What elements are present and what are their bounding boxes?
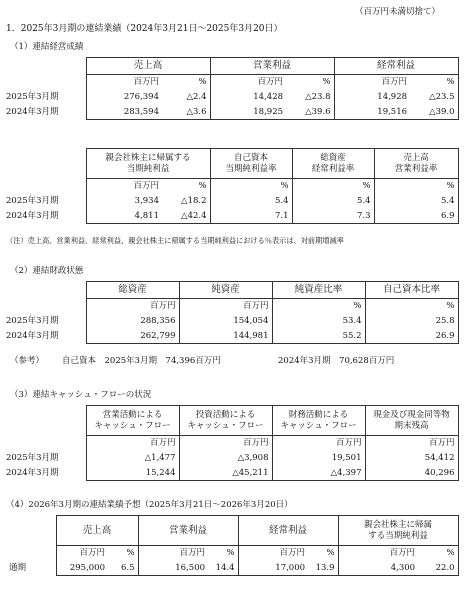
unit-cell: % — [365, 299, 458, 314]
header-equity-ratio: 自己資本比率 — [365, 282, 458, 299]
table-row — [6, 451, 458, 466]
value-cell: 53.4 — [272, 314, 365, 329]
value-cell: 54,412 — [365, 451, 458, 466]
row-label: 2024年3月期 — [6, 210, 59, 221]
section-title-cash-flows: （3）連結キャッシュ・フローの状況 — [10, 390, 152, 400]
value-cell: 4,300 — [338, 561, 418, 576]
reference-label: （参考） — [10, 356, 45, 366]
value-cell: 262,799 — [86, 329, 179, 344]
value-cell: 25.8 — [365, 314, 458, 329]
value-cell: 288,356 — [86, 314, 179, 329]
value-cell: △4,397 — [272, 466, 365, 481]
value-cell: 144,981 — [179, 329, 272, 344]
value-cell: 283,594 — [86, 105, 162, 120]
value-cell: 5.4 — [210, 194, 292, 209]
row-label: 2025年3月期 — [6, 315, 59, 326]
unit-cell: 百万円 — [365, 436, 458, 451]
value-cell: △39.6 — [286, 105, 334, 120]
profitability-table — [6, 148, 459, 224]
unit-cell: % — [286, 75, 334, 90]
value-cell: 18,925 — [210, 105, 286, 120]
table-row — [6, 90, 458, 105]
header-forecast-net-income: 親会社株主に帰属 する当期純利益 — [338, 516, 458, 546]
unit-cell: 百万円 — [238, 546, 308, 561]
value-cell: △42.4 — [162, 209, 210, 224]
header-forecast-ordinary-income: 経常利益 — [238, 516, 338, 546]
header-ordinary-income: 経常利益 — [334, 58, 458, 75]
table-row — [6, 105, 458, 120]
value-cell: 7.3 — [292, 209, 374, 224]
unit-cell: 百万円 — [56, 546, 108, 561]
value-cell: 14.4 — [208, 561, 238, 576]
value-cell: 13.9 — [308, 561, 338, 576]
unit-cell: % — [292, 179, 374, 194]
section-title-forecast: （4）2026年3月期の連結業績予想（2025年3月21日～2026年3月20日） — [6, 500, 293, 510]
value-cell: 4,811 — [86, 209, 162, 224]
value-cell: 17,000 — [238, 561, 308, 576]
unit-cell: 百万円 — [86, 75, 162, 90]
value-cell: △39.0 — [410, 105, 458, 120]
row-label: 2025年3月期 — [6, 452, 59, 463]
value-cell: 22.0 — [418, 561, 458, 576]
value-cell: 14,928 — [334, 90, 410, 105]
unit-cell: 百万円 — [86, 436, 179, 451]
value-cell: 276,394 — [86, 90, 162, 105]
cash-flows-table — [6, 405, 459, 481]
unit-cell: 百万円 — [86, 299, 179, 314]
unit-cell: 百万円 — [179, 299, 272, 314]
value-cell: 40,296 — [365, 466, 458, 481]
table-row — [6, 194, 458, 209]
row-label: 2024年3月期 — [6, 467, 59, 478]
table-row — [6, 329, 458, 344]
unit-cell: % — [418, 546, 458, 561]
value-cell: 5.4 — [374, 194, 458, 209]
unit-cell: % — [162, 75, 210, 90]
header-roa: 総資産 経常利益率 — [292, 149, 374, 179]
value-cell: 14,428 — [210, 90, 286, 105]
value-cell: 19,516 — [334, 105, 410, 120]
value-cell: 15,244 — [86, 466, 179, 481]
header-investing-cf: 投資活動による キャッシュ・フロー — [179, 406, 272, 436]
unit-cell: % — [208, 546, 238, 561]
unit-cell: 百万円 — [179, 436, 272, 451]
value-cell: △2.4 — [162, 90, 210, 105]
value-cell: 6.5 — [108, 561, 138, 576]
value-cell: △45,211 — [179, 466, 272, 481]
operating-results-table — [6, 57, 459, 120]
unit-cell: % — [410, 75, 458, 90]
table-row — [6, 561, 458, 576]
table-row — [6, 209, 458, 224]
row-label: 2024年3月期 — [6, 330, 59, 341]
value-cell: △23.8 — [286, 90, 334, 105]
value-cell: 3,934 — [86, 194, 162, 209]
table-row — [6, 314, 458, 329]
unit-note: （百万円未満切捨て） — [355, 7, 441, 17]
header-roe: 自己資本 当期純利益率 — [210, 149, 292, 179]
header-net-asset-ratio: 純資産比率 — [272, 282, 365, 299]
value-cell: △23.5 — [410, 90, 458, 105]
value-cell: △3.6 — [162, 105, 210, 120]
unit-cell: 百万円 — [210, 75, 286, 90]
value-cell: 295,000 — [56, 561, 108, 576]
row-label: 2025年3月期 — [6, 91, 59, 102]
value-cell: △3,908 — [179, 451, 272, 466]
value-cell: 26.9 — [365, 329, 458, 344]
unit-cell: 百万円 — [334, 75, 410, 90]
reference-equity-2025: 自己資本 2025年3月期 74,396百万円 — [62, 356, 221, 366]
header-total-assets: 総資産 — [86, 282, 179, 299]
header-sales: 売上高 — [86, 58, 210, 75]
footnote: （注）売上高、営業利益、経常利益、親会社株主に帰属する当期純利益における％表示は、対前期増減率 — [6, 236, 344, 245]
value-cell: 5.4 — [292, 194, 374, 209]
row-label: 2024年3月期 — [6, 106, 59, 117]
value-cell: 16,500 — [138, 561, 208, 576]
unit-cell: 百万円 — [272, 436, 365, 451]
header-operating-margin: 売上高 営業利益率 — [374, 149, 458, 179]
unit-cell: % — [108, 546, 138, 561]
unit-cell: % — [308, 546, 338, 561]
value-cell: 154,054 — [179, 314, 272, 329]
unit-cell: % — [272, 299, 365, 314]
header-cash-balance: 現金及び現金同等物 期末残高 — [365, 406, 458, 436]
section-title-financial-position: （2）連結財政状態 — [10, 266, 84, 276]
header-operating-cf: 営業活動による キャッシュ・フロー — [86, 406, 179, 436]
page-heading: 1．2025年3月期の連結業績（2024年3月21日～2025年3月20日） — [6, 24, 283, 34]
header-forecast-sales: 売上高 — [56, 516, 138, 546]
unit-cell: % — [210, 179, 292, 194]
value-cell: 19,501 — [272, 451, 365, 466]
reference-equity-2024: 2024年3月期 70,628百万円 — [278, 356, 395, 366]
unit-cell: 百万円 — [138, 546, 208, 561]
value-cell: △18.2 — [162, 194, 210, 209]
unit-cell: % — [374, 179, 458, 194]
unit-cell: 百万円 — [86, 179, 162, 194]
table-row — [6, 466, 458, 481]
section-title-operating-results: （1）連結経営成績 — [10, 42, 84, 52]
header-forecast-operating-income: 営業利益 — [138, 516, 238, 546]
forecast-table — [6, 515, 459, 576]
unit-cell: % — [162, 179, 210, 194]
header-net-income: 親会社株主に帰属する 当期純利益 — [86, 149, 210, 179]
row-label: 通期 — [9, 562, 27, 573]
financial-position-table — [6, 281, 459, 344]
value-cell: 6.9 — [374, 209, 458, 224]
row-label: 2025年3月期 — [6, 195, 59, 206]
header-financing-cf: 財務活動による キャッシュ・フロー — [272, 406, 365, 436]
value-cell: △1,477 — [86, 451, 179, 466]
header-net-assets: 純資産 — [179, 282, 272, 299]
header-operating-income: 営業利益 — [210, 58, 334, 75]
value-cell: 7.1 — [210, 209, 292, 224]
value-cell: 55.2 — [272, 329, 365, 344]
unit-cell: 百万円 — [338, 546, 418, 561]
